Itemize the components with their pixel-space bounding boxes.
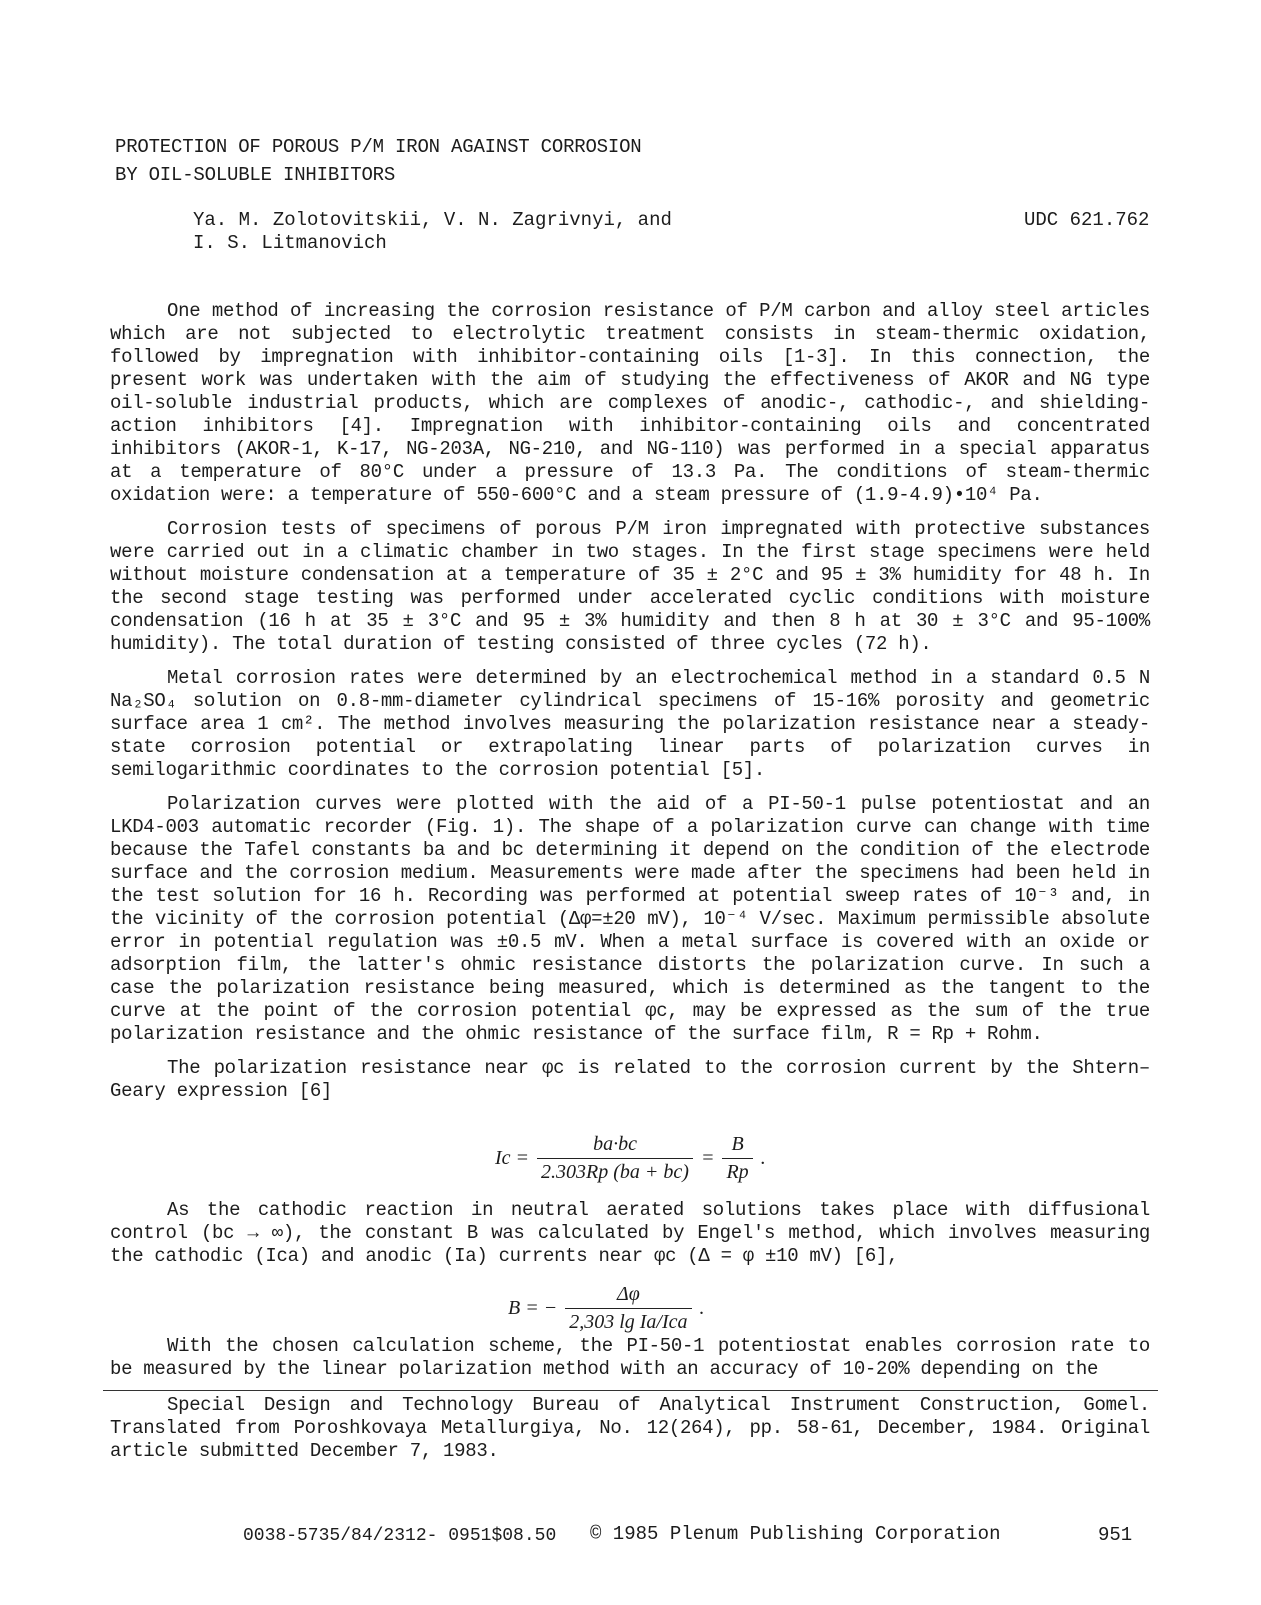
equation-engel-constant xyxy=(508,1283,705,1334)
paragraph-corrosion-rates: Metal corrosion rates were determined by an electrochemical method in a standard 0.5 N Na₂SO₄ solution on 0.8-mm-diameter cylindrical specimens of 15-16% porosity and geometric surface area 1 cm². The method involves measuring the polarization resistance near a steady-state corrosion potential or extrapolating linear parts of polarization curves in semilogarithmic coordinates to the corrosion potential [5]. xyxy=(110,667,1150,781)
eq1-numerator-1: ba·bc xyxy=(537,1133,693,1159)
authors-line-2: I. S. Litmanovich xyxy=(193,232,387,254)
footnote-divider xyxy=(103,1390,1158,1391)
article-body-final xyxy=(110,1335,1150,1392)
article-title xyxy=(115,133,642,189)
eq1-period: . xyxy=(760,1147,766,1169)
eq2-fraction xyxy=(565,1283,691,1334)
eq1-denominator-1: 2.303Rp (ba + bc) xyxy=(541,1161,689,1183)
footnote xyxy=(110,1394,1150,1463)
udc-code: UDC 621.762 xyxy=(1024,209,1150,231)
title-line-1: PROTECTION OF POROUS P/M IRON AGAINST CORROSION xyxy=(115,136,642,158)
equation-shtern-geary xyxy=(495,1133,766,1184)
footer-copyright: © 1985 Plenum Publishing Corporation xyxy=(590,1523,1001,1545)
eq2-period: . xyxy=(699,1297,705,1319)
eq2-lhs: B = − xyxy=(508,1297,558,1319)
eq1-numerator-2: B xyxy=(722,1133,752,1159)
paragraph-corrosion-tests: Corrosion tests of specimens of porous P/M iron impregnated with protective substances were carried out in a climatic chamber in two stages. In the first stage specimens were held without moisture condensation at a temperature of 35 ± 2°C and 95 ± 3% humidity for 48 h. In the second stage testing was performed under accelerated cyclic conditions with moisture condensation (16 h at 35 ± 3°C and 95 ± 3% humidity and then 8 h at 30 ± 3°C and 95-100% humidity). The total duration of testing consisted of three cycles (72 h). xyxy=(110,518,1150,655)
paragraph-engel-method: As the cathodic reaction in neutral aerated solutions takes place with diffusional control (bc → ∞), the constant B was calculated by Engel's method, which involves measuring the cathodic (Ica) and anodic (Ia) currents near φc (Δ = φ ±10 mV) [6], xyxy=(110,1199,1150,1267)
eq2-denominator: 2,303 lg Ia/Ica xyxy=(569,1311,688,1333)
author-list xyxy=(193,209,672,255)
paragraph-intro: One method of increasing the corrosion resistance of P/M carbon and alloy steel articles which are not subjected to electrolytic treatment consists in steam-thermic oxidation, followed by impregnation with inhibitor-containing oils [1-3]. In this connection, the present work was undertaken with the aim of studying the effectiveness of AKOR and NG type oil-soluble industrial products, which are complexes of anodic-, cathodic-, and shielding-action inhibitors [4]. Impregnation with inhibitor-containing oils and concentrated inhibitors (AKOR-1, K-17, NG-203A, NG-210, and NG-110) was performed in a special apparatus at a temperature of 80°C under a pressure of 13.3 Pa. The conditions of steam-thermic oxidation were: a temperature of 550-600°C and a steam pressure of (1.9-4.9)•10⁴ Pa. xyxy=(110,300,1150,506)
eq2-numerator: Δφ xyxy=(565,1283,691,1309)
article-body-continued xyxy=(110,1199,1150,1272)
paragraph-polarization-curves: Polarization curves were plotted with the aid of a PI-50-1 pulse potentiostat and an LKD4-003 automatic recorder (Fig. 1). The shape of a polarization curve can change with time because the Tafel constants ba and bc determining it depend on the condition of the electrode surface and the corrosion medium. Measurements were made after the specimens had been held in the test solution for 16 h. Recording was performed at potential sweep rates of 10⁻³ and, in the vicinity of the corrosion potential (Δφ=±20 mV), 10⁻⁴ V/sec. Maximum permissible absolute error in potential regulation was ±0.5 mV. When a metal surface is covered with an oxide or adsorption film, the latter's ohmic resistance distorts the polarization curve. In such a case the polarization resistance being measured, which is determined as the tangent to the curve at the point of the corrosion potential φc, may be expressed as the sum of the true polarization resistance and the ohmic resistance of the surface film, R = Rp + Rohm. xyxy=(110,793,1150,1045)
article-body xyxy=(110,300,1150,1107)
eq1-denominator-2: Rp xyxy=(726,1161,749,1183)
title-line-2: BY OIL-SOLUBLE INHIBITORS xyxy=(115,164,396,186)
footnote-text: Special Design and Technology Bureau of Analytical Instrument Construction, Gomel. Translated from Poroshkovaya Metallurgiya, No. 12(264), pp. 58-61, December, 1984. Original article submitted December 7, 1983. xyxy=(110,1394,1150,1462)
footer-article-code: 0038-5735/84/2312- 0951$08.50 xyxy=(243,1526,557,1546)
eq1-fraction-2 xyxy=(722,1133,752,1184)
authors-line-1: Ya. M. Zolotovitskii, V. N. Zagrivnyi, and xyxy=(193,209,672,231)
eq1-equals: = xyxy=(700,1147,715,1169)
paragraph-calculation-scheme: With the chosen calculation scheme, the PI-50-1 potentiostat enables corrosion rate to be measured by the linear polarization method with an accuracy of 10-20% depending on the xyxy=(110,1335,1150,1380)
page-number: 951 xyxy=(1098,1524,1133,1546)
eq1-fraction-1 xyxy=(537,1133,693,1184)
eq1-lhs: Ic = xyxy=(495,1147,530,1169)
paragraph-shtern-geary: The polarization resistance near φc is related to the corrosion current by the Shtern–Geary expression [6] xyxy=(110,1057,1150,1102)
